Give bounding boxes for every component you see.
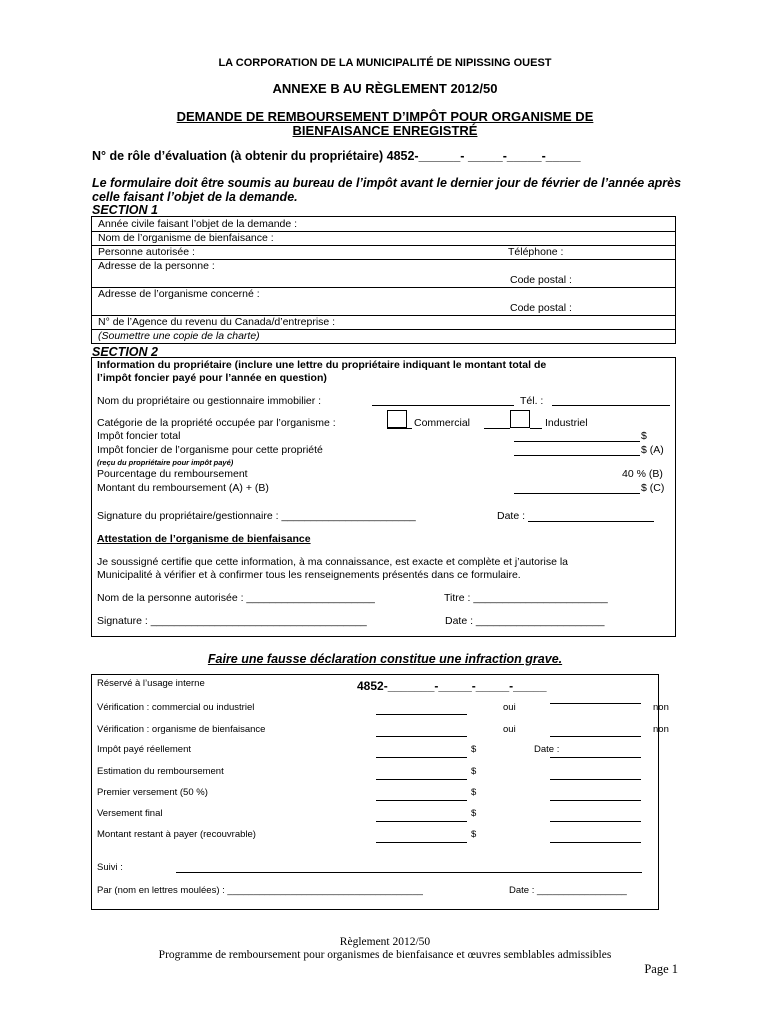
owner-name-input[interactable] [372,405,514,406]
authorized-name-field[interactable]: Nom de la personne autorisée : ______________________ [97,592,375,604]
commercial-checkbox[interactable] [387,410,407,428]
verif-commercial-oui: oui [503,702,516,713]
person-postal-code-label: Code postal : [510,274,572,286]
receipt-note: (reçu du propriétaire pour impôt payé) [97,458,234,467]
first-payment-input[interactable] [376,800,467,801]
roll-number-field[interactable]: N° de rôle d’évaluation (à obtenir du propriétaire) 4852-______- _____-_____-_____ [92,149,581,163]
remaining-label: Montant restant à payer (recouvrable) [97,829,256,840]
owner-date-input[interactable] [528,521,654,522]
estimate-input[interactable] [376,779,467,780]
tax-paid-date-label: Date : [534,744,560,755]
tax-paid-label: Impôt payé réellement [97,744,191,755]
estimate-date-input[interactable] [550,779,641,780]
section1-box [91,216,676,344]
verif-org-oui: oui [503,724,516,735]
form-title [0,110,770,138]
final-payment-label: Versement final [97,808,163,819]
owner-tel-label: Tél. : [520,395,544,407]
org-postal-code-label: Code postal : [510,302,572,314]
estimate-dollar: $ [471,766,477,777]
attestation-date-field[interactable]: Date : ______________________ [445,615,605,627]
verif-org-oui-input[interactable] [376,736,467,737]
tax-paid-date-input[interactable] [550,757,641,758]
form-title-line2: BIENFAISANCE ENREGISTRÉ [292,123,478,138]
refund-pct-label: Pourcentage du remboursement [97,468,248,480]
commercial-label: Commercial [414,417,471,429]
authorized-person-label: Personne autorisée : [98,246,195,258]
owner-tel-input[interactable] [552,405,670,406]
org-name-row[interactable] [92,231,675,246]
industrial-label: Industriel [545,417,588,429]
first-payment-date-input[interactable] [550,800,641,801]
authorized-person-row[interactable] [92,245,675,260]
refund-amount-input[interactable] [514,493,640,494]
followup-label: Suivi : [97,862,123,873]
remaining-date-input[interactable] [550,842,641,843]
internal-roll-number: 4852-_______-_____-_____-_____ [357,679,547,693]
verif-org-non: non [653,724,669,735]
org-address-row[interactable] [92,287,675,316]
verif-org-label: Vérification : organisme de bienfaisance [97,724,266,735]
charter-note: (Soumettre une copie de la charte) [98,330,260,342]
attestation-signature-field[interactable]: Signature : _____________________________________ [97,615,367,627]
org-name-label: Nom de l’organisme de bienfaisance : [98,232,274,244]
total-tax-input[interactable] [514,441,640,442]
year-label: Année civile faisant l’objet de la demande : [98,218,298,230]
phone-label: Téléphone : [508,246,564,258]
charter-row [92,329,675,343]
refund-amount-dollar-c: $ (C) [641,482,665,494]
first-payment-label: Premier versement (50 %) [97,787,208,798]
verif-commercial-oui-input[interactable] [376,714,467,715]
cra-number-label: N° de l’Agence du revenu du Canada/d’entreprise : [98,316,336,328]
final-payment-date-input[interactable] [550,821,641,822]
owner-name-label: Nom du propriétaire ou gestionnaire immobilier : [97,395,322,407]
category-label: Catégorie de la propriété occupée par l’organisme : [97,417,336,429]
followup-input[interactable] [176,872,642,873]
industrial-checkbox-underline2 [530,428,542,429]
owner-date-label: Date : [497,510,526,522]
printed-name-field[interactable]: Par (nom en lettres moulées) : _____________________________________ [97,885,423,896]
attestation-line1: Je soussigné certifie que cette information, à ma connaissance, est exacte et complète et j’autorise la [97,556,569,568]
final-payment-input[interactable] [376,821,467,822]
section2-title: SECTION 2 [92,345,158,359]
owner-info-line2: l’impôt foncier payé pour l’année en question) [97,372,327,384]
estimate-label: Estimation du remboursement [97,766,224,777]
printed-name-date-field[interactable]: Date : _________________ [509,885,627,896]
corporation-heading: LA CORPORATION DE LA MUNICIPALITÉ DE NIPISSING OUEST [218,57,552,69]
refund-pct-value: 40 % (B) [622,468,663,480]
total-tax-dollar: $ [641,430,647,442]
org-tax-dollar-a: $ (A) [641,444,664,456]
footer-program: Programme de remboursement pour organismes de bienfaisance et œuvres semblables admissibles [158,949,612,961]
owner-info-heading [97,359,546,385]
attestation-title: Attestation de l’organisme de bienfaisance [97,533,311,545]
form-title-line1: DEMANDE DE REMBOURSEMENT D’IMPÔT POUR ORGANISME DE [176,109,594,124]
footer-page-number: Page 1 [644,962,678,976]
final-payment-dollar: $ [471,808,477,819]
refund-amount-label: Montant du remboursement (A) + (B) [97,482,269,494]
cra-number-row[interactable] [92,315,675,330]
year-row[interactable] [92,217,675,232]
footer-bylaw: Règlement 2012/50 [339,936,431,948]
section1-title: SECTION 1 [92,203,158,217]
owner-signature-field[interactable]: Signature du propriétaire/gestionnaire : _______________________ [97,510,416,522]
org-tax-input[interactable] [514,455,640,456]
industrial-checkbox[interactable] [510,410,530,428]
attestation-text [97,556,568,582]
false-declaration-warning: Faire une fausse déclaration constitue une infraction grave. [207,652,563,666]
org-address-label: Adresse de l’organisme concerné : [98,288,260,300]
person-address-row[interactable] [92,259,675,288]
verif-commercial-label: Vérification : commercial ou industriel [97,702,255,713]
submission-instruction: Le formulaire doit être soumis au bureau de l’impôt avant le dernier jour de février de l’année après celle faisant l’objet de la demande. [92,176,682,204]
first-payment-dollar: $ [471,787,477,798]
title-field[interactable]: Titre : _______________________ [444,592,608,604]
verif-commercial-non-input[interactable] [550,703,641,704]
industrial-checkbox-underline [484,428,510,429]
reserved-label: Réservé à l’usage interne [97,678,205,689]
tax-paid-dollar: $ [471,744,477,755]
remaining-input[interactable] [376,842,467,843]
owner-info-line1: Information du propriétaire (inclure une lettre du propriétaire indiquant le montant total de [97,359,547,371]
annex-heading: ANNEXE B AU RÈGLEMENT 2012/50 [272,81,498,96]
attestation-line2: Municipalité à vérifier et à confirmer tous les renseignements présentés dans ce formulaire. [97,569,521,581]
person-address-label: Adresse de la personne : [98,260,215,272]
org-tax-label: Impôt foncier de l’organisme pour cette propriété [97,444,323,456]
tax-paid-input[interactable] [376,757,467,758]
verif-org-non-input[interactable] [550,736,641,737]
commercial-checkbox-underline [387,428,412,429]
verif-commercial-non: non [653,702,669,713]
remaining-dollar: $ [471,829,477,840]
total-tax-label: Impôt foncier total [97,430,181,442]
